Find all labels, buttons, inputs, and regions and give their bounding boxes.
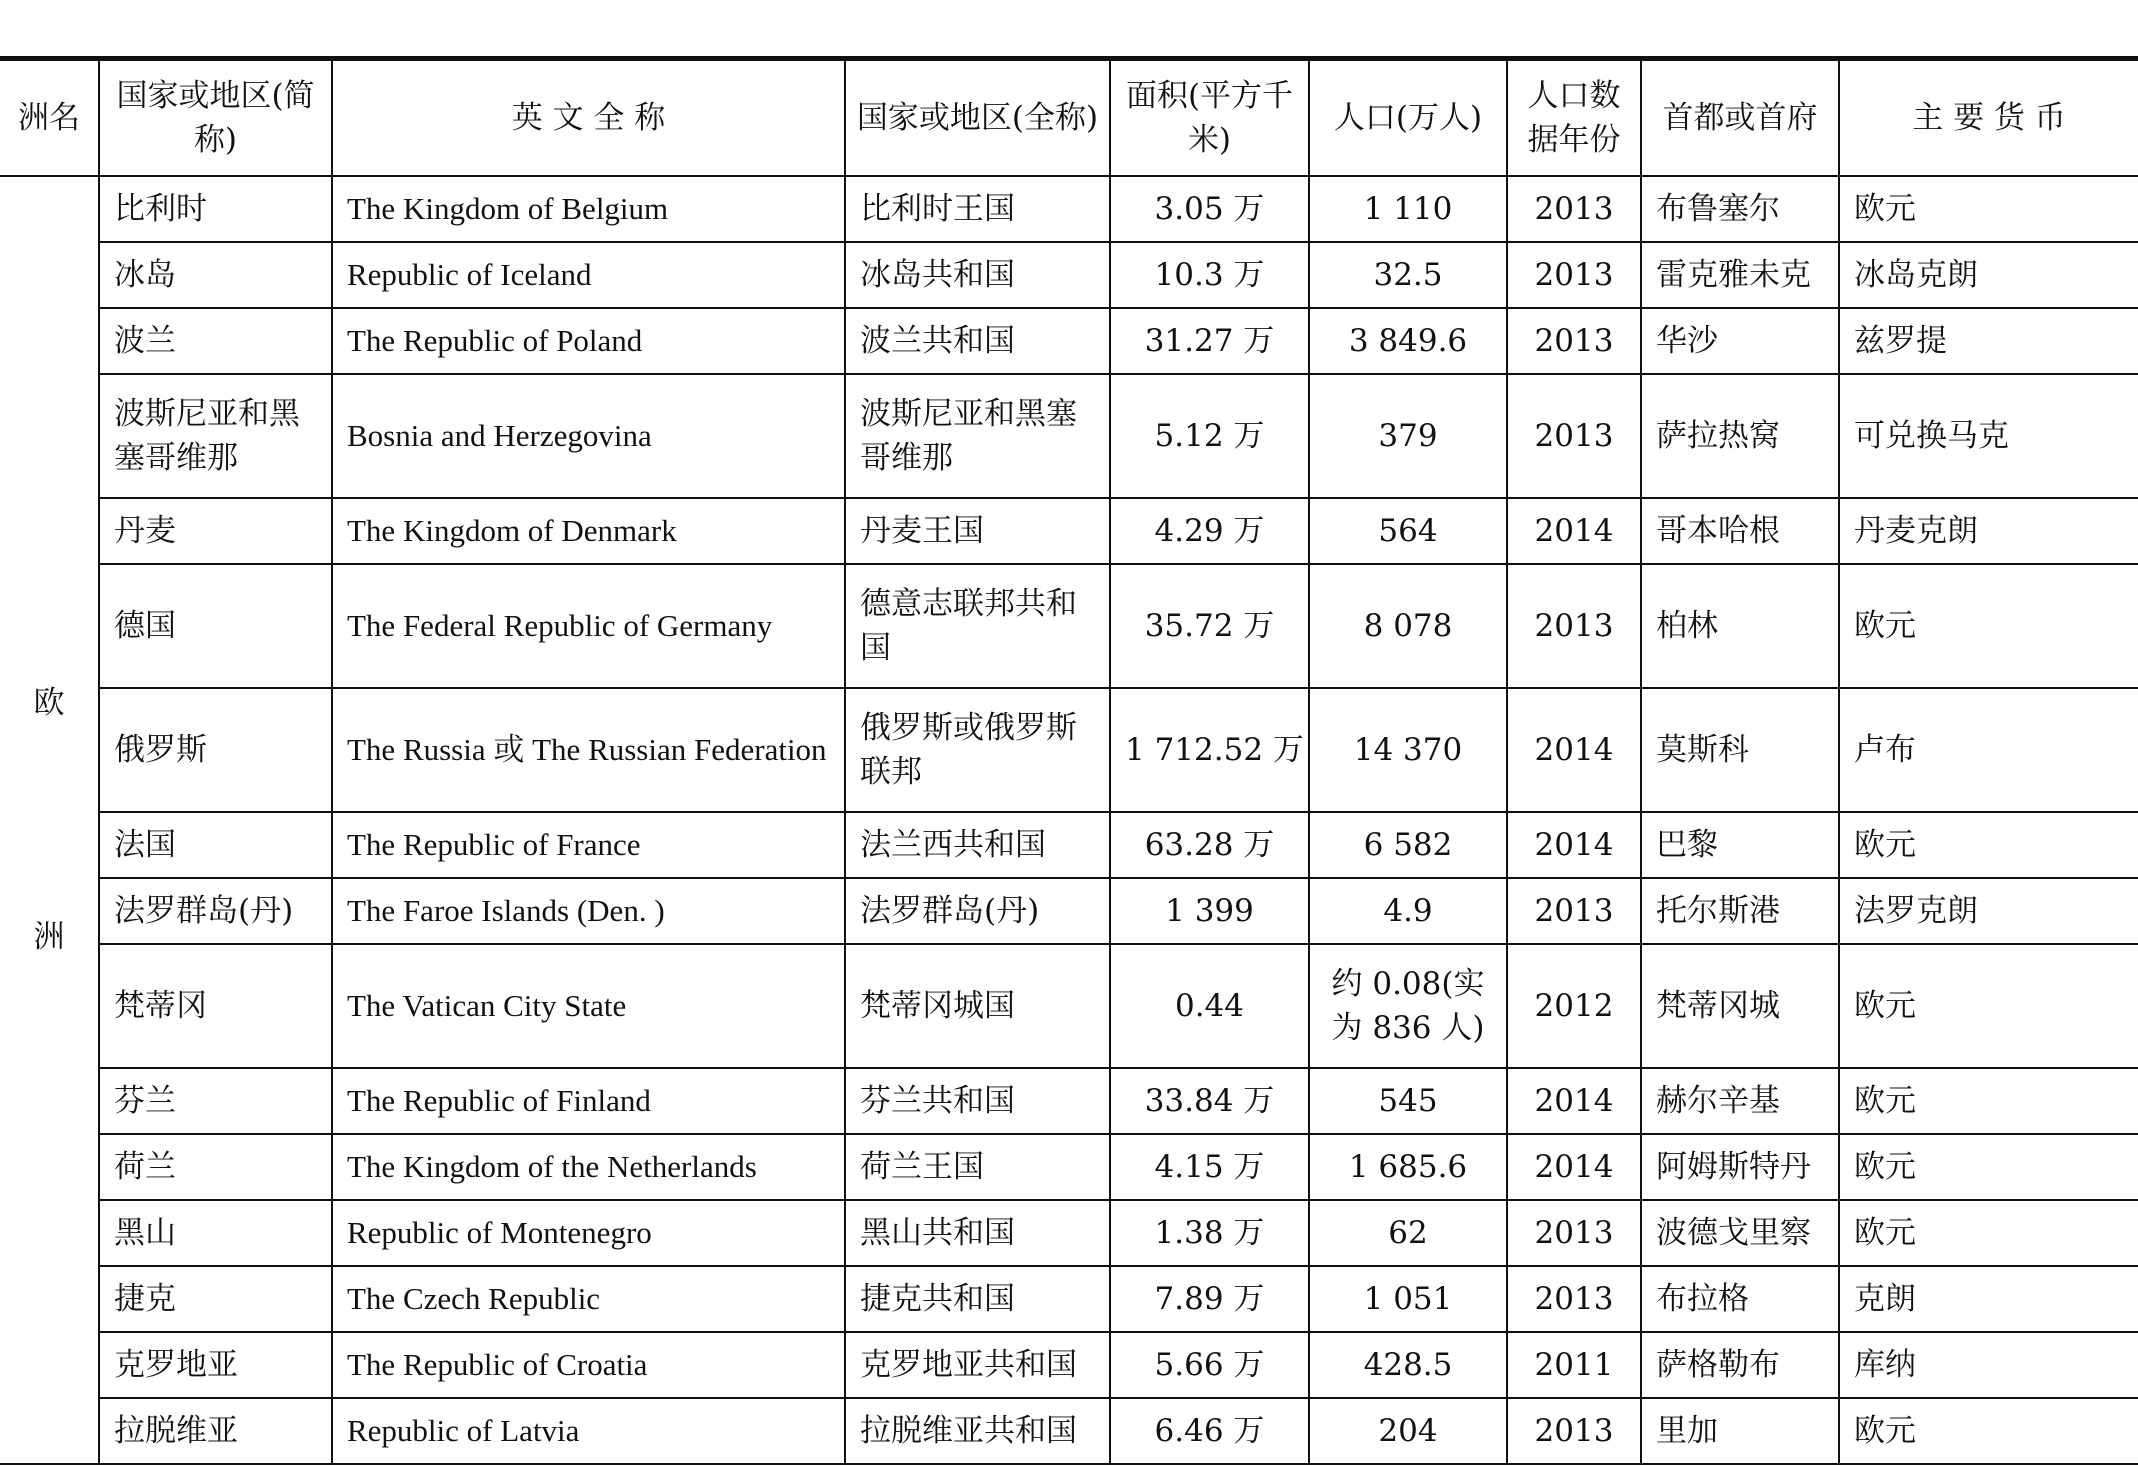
cell-english-name: The Kingdom of Denmark: [332, 498, 845, 564]
cell-population-year: 2013: [1507, 1398, 1641, 1464]
cell-population: 6 582: [1309, 812, 1507, 878]
continent-char: 欧: [33, 685, 65, 721]
table-row: [0, 878, 2138, 944]
cell-capital: 萨拉热窝: [1641, 374, 1839, 498]
cell-area: 0.44: [1110, 944, 1309, 1068]
cell-capital: 里加: [1641, 1398, 1839, 1464]
cell-population-year: 2014: [1507, 498, 1641, 564]
table-row: [0, 944, 2138, 1068]
table-row: [0, 1068, 2138, 1134]
cell-english-name: The Republic of France: [332, 812, 845, 878]
cell-full-name: 波兰共和国: [845, 308, 1110, 374]
cell-capital: 阿姆斯特丹: [1641, 1134, 1839, 1200]
continent-char: 洲: [33, 919, 65, 955]
table-row: [0, 564, 2138, 688]
table-row: [0, 176, 2138, 242]
cell-population-year: 2013: [1507, 564, 1641, 688]
cell-currency: 克朗: [1839, 1266, 2138, 1332]
cell-area: 4.15 万: [1110, 1134, 1309, 1200]
cell-currency: 欧元: [1839, 176, 2138, 242]
table-row: [0, 1332, 2138, 1398]
cell-population-year: 2013: [1507, 176, 1641, 242]
cell-population-year: 2013: [1507, 878, 1641, 944]
cell-currency: 欧元: [1839, 564, 2138, 688]
cell-population-year: 2013: [1507, 308, 1641, 374]
table-row: [0, 1134, 2138, 1200]
cell-full-name: 波斯尼亚和黑塞哥维那: [845, 374, 1110, 498]
table-row: [0, 242, 2138, 308]
cell-area: 1 399: [1110, 878, 1309, 944]
cell-capital: 布鲁塞尔: [1641, 176, 1839, 242]
cell-full-name: 俄罗斯或俄罗斯联邦: [845, 688, 1110, 812]
cell-english-name: The Faroe Islands (Den. ): [332, 878, 845, 944]
table-row: [0, 498, 2138, 564]
cell-short-name: 俄罗斯: [99, 688, 332, 812]
table-row: [0, 1398, 2138, 1464]
cell-population: 4.9: [1309, 878, 1507, 944]
cell-english-name: The Vatican City State: [332, 944, 845, 1068]
cell-capital: 布拉格: [1641, 1266, 1839, 1332]
country-table: [0, 59, 2138, 1465]
cell-english-name: The Kingdom of the Netherlands: [332, 1134, 845, 1200]
cell-area: 1 712.52 万: [1110, 688, 1309, 812]
header-population-year: 人口数据年份: [1507, 60, 1641, 176]
cell-capital: 赫尔辛基: [1641, 1068, 1839, 1134]
cell-capital: 巴黎: [1641, 812, 1839, 878]
cell-short-name: 克罗地亚: [99, 1332, 332, 1398]
header-area: 面积(平方千米): [1110, 60, 1309, 176]
cell-full-name: 德意志联邦共和国: [845, 564, 1110, 688]
cell-population-year: 2013: [1507, 1266, 1641, 1332]
cell-area: 5.66 万: [1110, 1332, 1309, 1398]
table-row: [0, 1266, 2138, 1332]
cell-short-name: 丹麦: [99, 498, 332, 564]
cell-population: 1 685.6: [1309, 1134, 1507, 1200]
cell-english-name: Bosnia and Herzegovina: [332, 374, 845, 498]
cell-english-name: The Kingdom of Belgium: [332, 176, 845, 242]
cell-short-name: 法国: [99, 812, 332, 878]
cell-english-name: Republic of Iceland: [332, 242, 845, 308]
table-body: [0, 176, 2138, 1464]
cell-population-year: 2014: [1507, 688, 1641, 812]
cell-short-name: 比利时: [99, 176, 332, 242]
cell-population: 1 051: [1309, 1266, 1507, 1332]
cell-short-name: 法罗群岛(丹): [99, 878, 332, 944]
cell-population: 约 0.08(实为 836 人): [1309, 944, 1507, 1068]
cell-full-name: 荷兰王国: [845, 1134, 1110, 1200]
cell-area: 4.29 万: [1110, 498, 1309, 564]
cell-area: 7.89 万: [1110, 1266, 1309, 1332]
cell-currency: 兹罗提: [1839, 308, 2138, 374]
cell-full-name: 拉脱维亚共和国: [845, 1398, 1110, 1464]
header-full-name: 国家或地区(全称): [845, 60, 1110, 176]
cell-population: 428.5: [1309, 1332, 1507, 1398]
cell-currency: 欧元: [1839, 812, 2138, 878]
cell-population: 62: [1309, 1200, 1507, 1266]
header-currency: 主 要 货 币: [1839, 60, 2138, 176]
cell-capital: 柏林: [1641, 564, 1839, 688]
cell-short-name: 波斯尼亚和黑塞哥维那: [99, 374, 332, 498]
table-row: [0, 1200, 2138, 1266]
cell-english-name: The Republic of Poland: [332, 308, 845, 374]
cell-population-year: 2013: [1507, 242, 1641, 308]
cell-full-name: 克罗地亚共和国: [845, 1332, 1110, 1398]
cell-short-name: 德国: [99, 564, 332, 688]
cell-full-name: 法罗群岛(丹): [845, 878, 1110, 944]
cell-english-name: The Federal Republic of Germany: [332, 564, 845, 688]
cell-short-name: 芬兰: [99, 1068, 332, 1134]
cell-currency: 冰岛克朗: [1839, 242, 2138, 308]
cell-population: 32.5: [1309, 242, 1507, 308]
cell-currency: 丹麦克朗: [1839, 498, 2138, 564]
cell-full-name: 法兰西共和国: [845, 812, 1110, 878]
cell-capital: 哥本哈根: [1641, 498, 1839, 564]
table-row: [0, 374, 2138, 498]
cell-short-name: 拉脱维亚: [99, 1398, 332, 1464]
cell-currency: 库纳: [1839, 1332, 2138, 1398]
cell-population-year: 2014: [1507, 1134, 1641, 1200]
cell-currency: 欧元: [1839, 1398, 2138, 1464]
cell-population-year: 2012: [1507, 944, 1641, 1068]
cell-population-year: 2013: [1507, 1200, 1641, 1266]
table-row: [0, 812, 2138, 878]
cell-area: 6.46 万: [1110, 1398, 1309, 1464]
country-table-page: [0, 56, 2138, 1466]
cell-population-year: 2014: [1507, 812, 1641, 878]
cell-population-year: 2014: [1507, 1068, 1641, 1134]
cell-short-name: 冰岛: [99, 242, 332, 308]
cell-capital: 雷克雅未克: [1641, 242, 1839, 308]
cell-capital: 莫斯科: [1641, 688, 1839, 812]
cell-area: 1.38 万: [1110, 1200, 1309, 1266]
cell-currency: 卢布: [1839, 688, 2138, 812]
header-population: 人口(万人): [1309, 60, 1507, 176]
cell-population: 545: [1309, 1068, 1507, 1134]
cell-english-name: The Republic of Croatia: [332, 1332, 845, 1398]
cell-area: 33.84 万: [1110, 1068, 1309, 1134]
cell-capital: 波德戈里察: [1641, 1200, 1839, 1266]
table-row: [0, 688, 2138, 812]
header-continent: 洲名: [0, 60, 99, 176]
cell-population: 204: [1309, 1398, 1507, 1464]
cell-population: 14 370: [1309, 688, 1507, 812]
cell-english-name: Republic of Latvia: [332, 1398, 845, 1464]
cell-area: 3.05 万: [1110, 176, 1309, 242]
continent-cell: [0, 176, 99, 1464]
cell-english-name: Republic of Montenegro: [332, 1200, 845, 1266]
cell-currency: 可兑换马克: [1839, 374, 2138, 498]
cell-population: 564: [1309, 498, 1507, 564]
header-english-name: 英 文 全 称: [332, 60, 845, 176]
cell-population: 8 078: [1309, 564, 1507, 688]
cell-currency: 欧元: [1839, 1134, 2138, 1200]
cell-full-name: 冰岛共和国: [845, 242, 1110, 308]
cell-full-name: 丹麦王国: [845, 498, 1110, 564]
cell-currency: 欧元: [1839, 944, 2138, 1068]
cell-currency: 欧元: [1839, 1200, 2138, 1266]
table-row: [0, 308, 2138, 374]
cell-area: 31.27 万: [1110, 308, 1309, 374]
cell-full-name: 捷克共和国: [845, 1266, 1110, 1332]
cell-english-name: The Russia 或 The Russian Federation: [332, 688, 845, 812]
cell-population-year: 2011: [1507, 1332, 1641, 1398]
cell-english-name: The Republic of Finland: [332, 1068, 845, 1134]
cell-short-name: 波兰: [99, 308, 332, 374]
cell-capital: 华沙: [1641, 308, 1839, 374]
cell-capital: 托尔斯港: [1641, 878, 1839, 944]
cell-short-name: 捷克: [99, 1266, 332, 1332]
header-short-name: 国家或地区(简称): [99, 60, 332, 176]
header-row: [0, 60, 2138, 176]
cell-capital: 梵蒂冈城: [1641, 944, 1839, 1068]
cell-short-name: 黑山: [99, 1200, 332, 1266]
cell-full-name: 比利时王国: [845, 176, 1110, 242]
cell-currency: 法罗克朗: [1839, 878, 2138, 944]
cell-currency: 欧元: [1839, 1068, 2138, 1134]
cell-capital: 萨格勒布: [1641, 1332, 1839, 1398]
cell-population-year: 2013: [1507, 374, 1641, 498]
cell-short-name: 荷兰: [99, 1134, 332, 1200]
cell-full-name: 黑山共和国: [845, 1200, 1110, 1266]
cell-full-name: 芬兰共和国: [845, 1068, 1110, 1134]
cell-area: 5.12 万: [1110, 374, 1309, 498]
cell-population: 379: [1309, 374, 1507, 498]
cell-full-name: 梵蒂冈城国: [845, 944, 1110, 1068]
cell-population: 1 110: [1309, 176, 1507, 242]
cell-area: 35.72 万: [1110, 564, 1309, 688]
cell-population: 3 849.6: [1309, 308, 1507, 374]
header-capital: 首都或首府: [1641, 60, 1839, 176]
cell-short-name: 梵蒂冈: [99, 944, 332, 1068]
cell-area: 63.28 万: [1110, 812, 1309, 878]
cell-english-name: The Czech Republic: [332, 1266, 845, 1332]
cell-area: 10.3 万: [1110, 242, 1309, 308]
